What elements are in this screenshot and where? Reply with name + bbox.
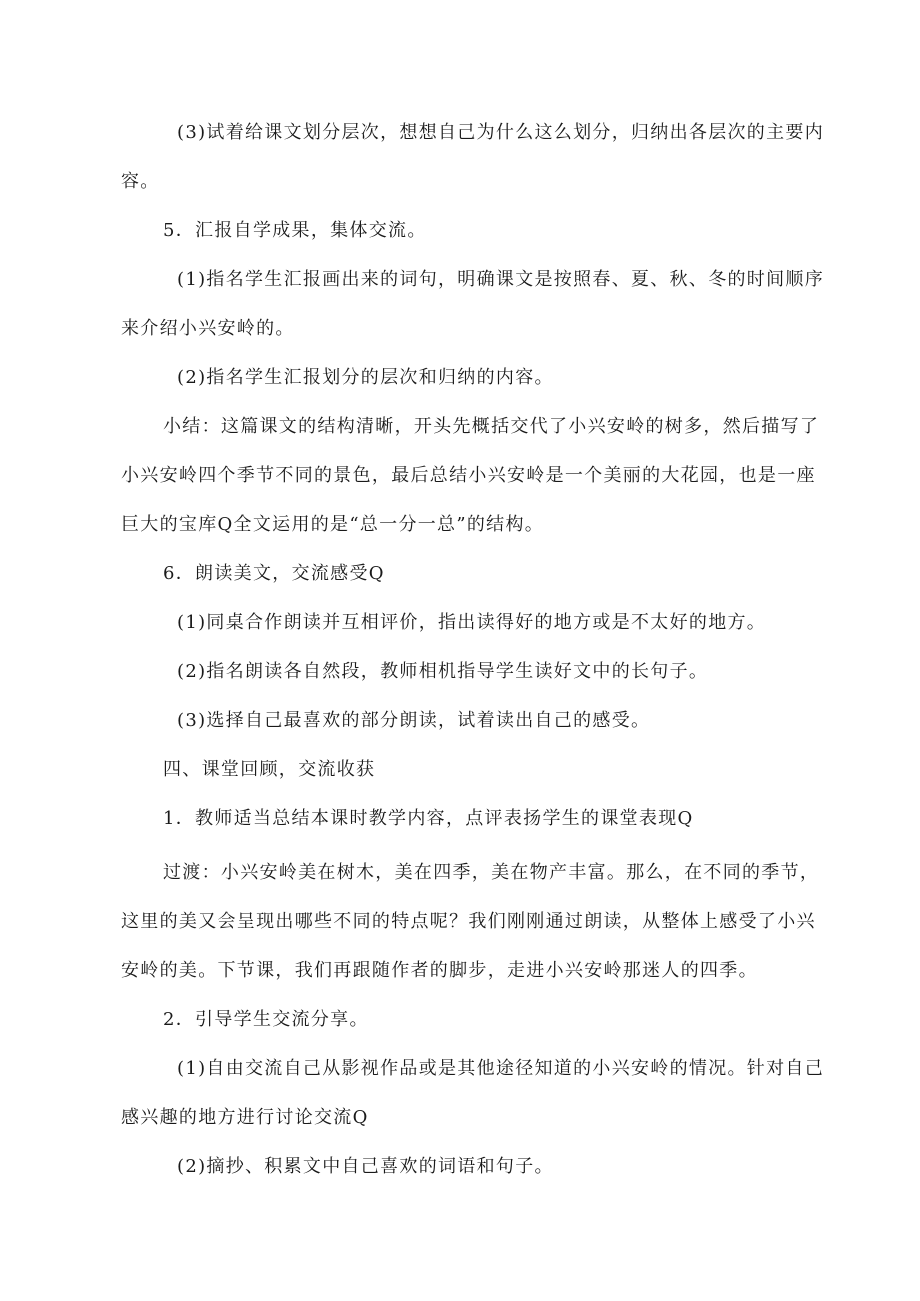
text-line: (1)同桌合作朗读并互相评价，指出读得好的地方或是不太好的地方。 <box>177 612 767 633</box>
text-line: (1)自由交流自己从影视作品或是其他途径知道的小兴安岭的情况。针对自己 <box>177 1058 824 1079</box>
text-line: 小兴安岭四个季节不同的景色，最后总结小兴安岭是一个美丽的大花园，也是一座 <box>121 465 816 486</box>
text-line: 感兴趣的地方进行讨论交流Q <box>121 1107 369 1128</box>
text-line: 6．朗读美文，交流感受Q <box>163 563 385 584</box>
text-line: 5．汇报自学成果，集体交流。 <box>163 220 427 241</box>
text-line: (2)指名朗读各自然段，教师相机指导学生读好文中的长句子。 <box>177 661 709 682</box>
text-line: (2)指名学生汇报划分的层次和归纳的内容。 <box>177 367 554 388</box>
text-line: 巨大的宝库Q全文运用的是“总一分一总”的结构。 <box>121 514 545 535</box>
text-line: (3)选择自己最喜欢的部分朗读，试着读出自己的感受。 <box>177 710 651 731</box>
text-line: 容。 <box>121 171 160 192</box>
text-line: (2)摘抄、积累文中自己喜欢的词语和句子。 <box>177 1156 554 1177</box>
text-line: (1)指名学生汇报画出来的词句，明确课文是按照春、夏、秋、冬的时间顺序 <box>177 269 824 290</box>
text-line: 安岭的美。下节课，我们再跟随作者的脚步，走进小兴安岭那迷人的四季。 <box>121 960 758 981</box>
text-line: (3)试着给课文划分层次，想想自己为什么这么划分，归纳出各层次的主要内 <box>177 122 824 143</box>
text-line: 1．教师适当总结本课时教学内容，点评表扬学生的课堂表现Q <box>163 808 694 829</box>
text-line: 过渡：小兴安岭美在树木，美在四季，美在物产丰富。那么，在不同的季节， <box>163 862 820 883</box>
text-line: 这里的美又会呈现出哪些不同的特点呢？我们刚刚通过朗读，从整体上感受了小兴 <box>121 911 816 932</box>
text-line: 小结：这篇课文的结构清晰，开头先概括交代了小兴安岭的树多，然后描写了 <box>163 416 820 437</box>
text-line: 来介绍小兴安岭的。 <box>121 318 295 339</box>
text-line: 2．引导学生交流分享。 <box>163 1009 369 1030</box>
section-title: 四、课堂回顾，交流收获 <box>163 759 376 780</box>
